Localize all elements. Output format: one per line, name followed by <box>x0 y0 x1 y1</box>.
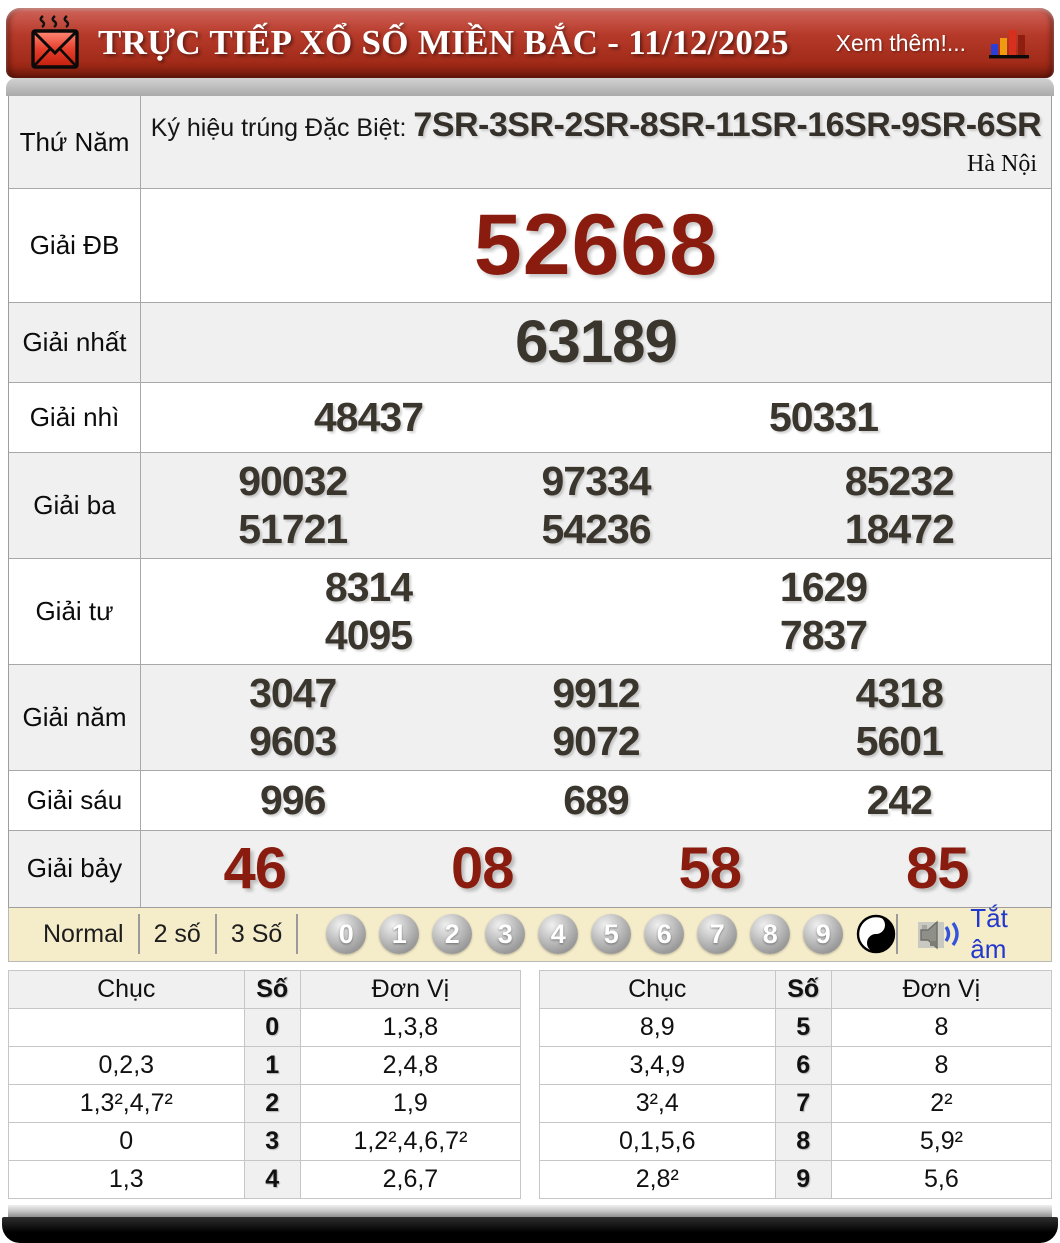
col-header-donvi: Đơn Vị <box>831 970 1051 1008</box>
table-row <box>9 1046 521 1084</box>
header-bar <box>6 8 1054 78</box>
prize-row-first <box>9 302 1051 382</box>
prize-number: 8314 <box>324 563 413 610</box>
prize-row-second <box>9 382 1051 452</box>
loto-so-cell: 7 <box>775 1084 831 1122</box>
prize-number: 50331 <box>768 394 878 441</box>
ball-8[interactable]: 8 <box>750 914 790 954</box>
prize-number: 54236 <box>541 506 651 553</box>
prize-row-fifth <box>9 664 1051 770</box>
divider <box>896 914 898 954</box>
loto-so-cell: 3 <box>244 1122 300 1160</box>
prize-number: 08 <box>450 835 514 901</box>
ball-9[interactable]: 9 <box>803 914 843 954</box>
prize-number: 97334 <box>541 458 651 504</box>
prize-number: 46 <box>223 835 286 901</box>
prize-number: 7837 <box>779 612 868 659</box>
prize-number: 689 <box>563 776 629 823</box>
prize-number: 90032 <box>238 458 348 504</box>
ball-6[interactable]: 6 <box>644 914 684 954</box>
prize-row-special <box>9 188 1051 302</box>
loto-donvi-cell: 1,9 <box>300 1084 520 1122</box>
loto-so-cell: 2 <box>244 1084 300 1122</box>
number-balls <box>326 914 896 954</box>
prize-label: Giải năm <box>9 665 141 770</box>
prize-label: Giải nhất <box>9 303 141 382</box>
region-label: Hà Nội <box>967 151 1037 177</box>
table-row <box>540 1046 1052 1084</box>
loto-donvi-cell: 2,6,7 <box>300 1160 520 1198</box>
prize-row-third <box>9 452 1051 558</box>
loto-chuc-cell: 0,2,3 <box>9 1046 245 1084</box>
prize-number: 52668 <box>473 196 719 293</box>
col-header-donvi: Đơn Vị <box>300 970 520 1008</box>
mode-2so-button[interactable]: 2 số <box>153 919 201 948</box>
col-header-so: Số <box>775 970 831 1008</box>
prize-label: Giải ba <box>9 453 141 558</box>
loto-so-cell: 0 <box>244 1008 300 1046</box>
prize-number: 4095 <box>324 612 413 659</box>
mute-button[interactable] <box>916 903 1031 965</box>
prize-label: Giải bảy <box>9 831 141 907</box>
special-symbol-label: Ký hiệu trúng Đặc Biệt: <box>150 114 414 142</box>
page-title: TRỰC TIẾP XỔ SỐ MIỀN BẮC - 11/12/2025 <box>98 23 789 62</box>
special-symbol-line <box>149 106 1043 145</box>
table-row <box>540 1160 1052 1198</box>
col-header-chuc: Chục <box>9 970 245 1008</box>
prize-row-sixth <box>9 770 1051 830</box>
loto-table-right <box>539 970 1052 1199</box>
loto-so-cell: 4 <box>244 1160 300 1198</box>
prize-number: 58 <box>678 835 741 901</box>
mode-normal-button[interactable]: Normal <box>43 919 124 948</box>
table-row <box>9 1160 521 1198</box>
loto-chuc-cell: 0 <box>9 1122 245 1160</box>
ball-1[interactable]: 1 <box>379 914 419 954</box>
loto-chuc-cell: 3²,4 <box>540 1084 776 1122</box>
ball-3[interactable]: 3 <box>485 914 525 954</box>
prize-number: 9072 <box>552 718 640 765</box>
loto-donvi-cell: 8 <box>831 1008 1051 1046</box>
table-header-row <box>9 970 521 1008</box>
loto-table-left <box>8 970 521 1199</box>
loto-chuc-cell: 1,3 <box>9 1160 245 1198</box>
prize-number: 242 <box>866 776 932 823</box>
loto-donvi-cell: 5,6 <box>831 1160 1051 1198</box>
loto-chuc-cell <box>9 1008 245 1046</box>
ball-2[interactable]: 2 <box>432 914 472 954</box>
ball-7[interactable]: 7 <box>697 914 737 954</box>
mode-3so-button[interactable]: 3 Số <box>230 919 283 948</box>
see-more-link[interactable]: Xem thêm!... <box>835 29 966 56</box>
bar-chart-icon[interactable] <box>988 25 1032 61</box>
speaker-icon <box>916 916 962 952</box>
loto-chuc-cell: 2,8² <box>540 1160 776 1198</box>
ball-4[interactable]: 4 <box>538 914 578 954</box>
prize-number: 63189 <box>515 308 677 376</box>
prize-number: 51721 <box>238 506 348 553</box>
col-header-chuc: Chục <box>540 970 776 1008</box>
prize-label: Giải nhì <box>9 383 141 452</box>
table-row <box>9 1008 521 1046</box>
loto-so-cell: 9 <box>775 1160 831 1198</box>
prize-number: 996 <box>259 776 326 823</box>
table-row <box>540 1122 1052 1160</box>
prize-number: 48437 <box>313 394 423 441</box>
prize-number: 18472 <box>844 506 954 553</box>
loto-so-cell: 1 <box>244 1046 300 1084</box>
prize-label: Giải tư <box>9 559 141 664</box>
control-bar <box>8 903 1052 965</box>
prize-number: 5601 <box>855 718 943 765</box>
draw-day-label: Thứ Năm <box>9 96 141 188</box>
prize-number: 85 <box>905 835 969 901</box>
loto-chuc-cell: 0,1,5,6 <box>540 1122 776 1160</box>
ball-0[interactable]: 0 <box>326 914 366 954</box>
loto-donvi-cell: 2,4,8 <box>300 1046 520 1084</box>
table-row <box>540 1008 1052 1046</box>
footer-gray-strip <box>8 1205 1052 1217</box>
loto-chuc-cell: 3,4,9 <box>540 1046 776 1084</box>
ball-5[interactable]: 5 <box>591 914 631 954</box>
yin-yang-icon[interactable] <box>856 914 896 954</box>
loto-donvi-cell: 5,9² <box>831 1122 1051 1160</box>
prize-number: 1629 <box>779 563 868 610</box>
loto-donvi-cell: 1,2²,4,6,7² <box>300 1122 520 1160</box>
loto-donvi-cell: 2² <box>831 1084 1051 1122</box>
col-header-so: Số <box>244 970 300 1008</box>
loto-so-cell: 6 <box>775 1046 831 1084</box>
prize-label: Giải sáu <box>9 771 141 830</box>
prize-label: Giải ĐB <box>9 189 141 302</box>
table-row <box>540 1084 1052 1122</box>
loto-donvi-cell: 1,3,8 <box>300 1008 520 1046</box>
info-row <box>9 96 1051 188</box>
prize-number: 9912 <box>552 669 640 716</box>
table-row <box>9 1084 521 1122</box>
divider <box>296 914 298 954</box>
results-table <box>8 96 1052 908</box>
loto-donvi-cell: 8 <box>831 1046 1051 1084</box>
prize-number: 9603 <box>249 718 337 765</box>
mute-label: Tắt âm <box>970 903 1008 965</box>
prize-number: 3047 <box>249 669 337 716</box>
prize-row-fourth <box>9 558 1051 664</box>
loto-section <box>8 970 1052 1199</box>
loto-so-cell: 5 <box>775 1008 831 1046</box>
table-header-row <box>540 970 1052 1008</box>
envelope-icon <box>28 15 82 71</box>
footer-black-bar <box>2 1217 1058 1243</box>
loto-so-cell: 8 <box>775 1122 831 1160</box>
loto-chuc-cell: 8,9 <box>540 1008 776 1046</box>
header-divider-strip <box>6 78 1054 96</box>
prize-number: 4318 <box>855 669 943 716</box>
special-symbol-value: 7SR-3SR-2SR-8SR-11SR-16SR-9SR-6SR <box>413 106 1042 144</box>
prize-row-seventh <box>9 830 1051 907</box>
loto-chuc-cell: 1,3²,4,7² <box>9 1084 245 1122</box>
prize-number: 85232 <box>844 458 954 504</box>
table-row <box>9 1122 521 1160</box>
